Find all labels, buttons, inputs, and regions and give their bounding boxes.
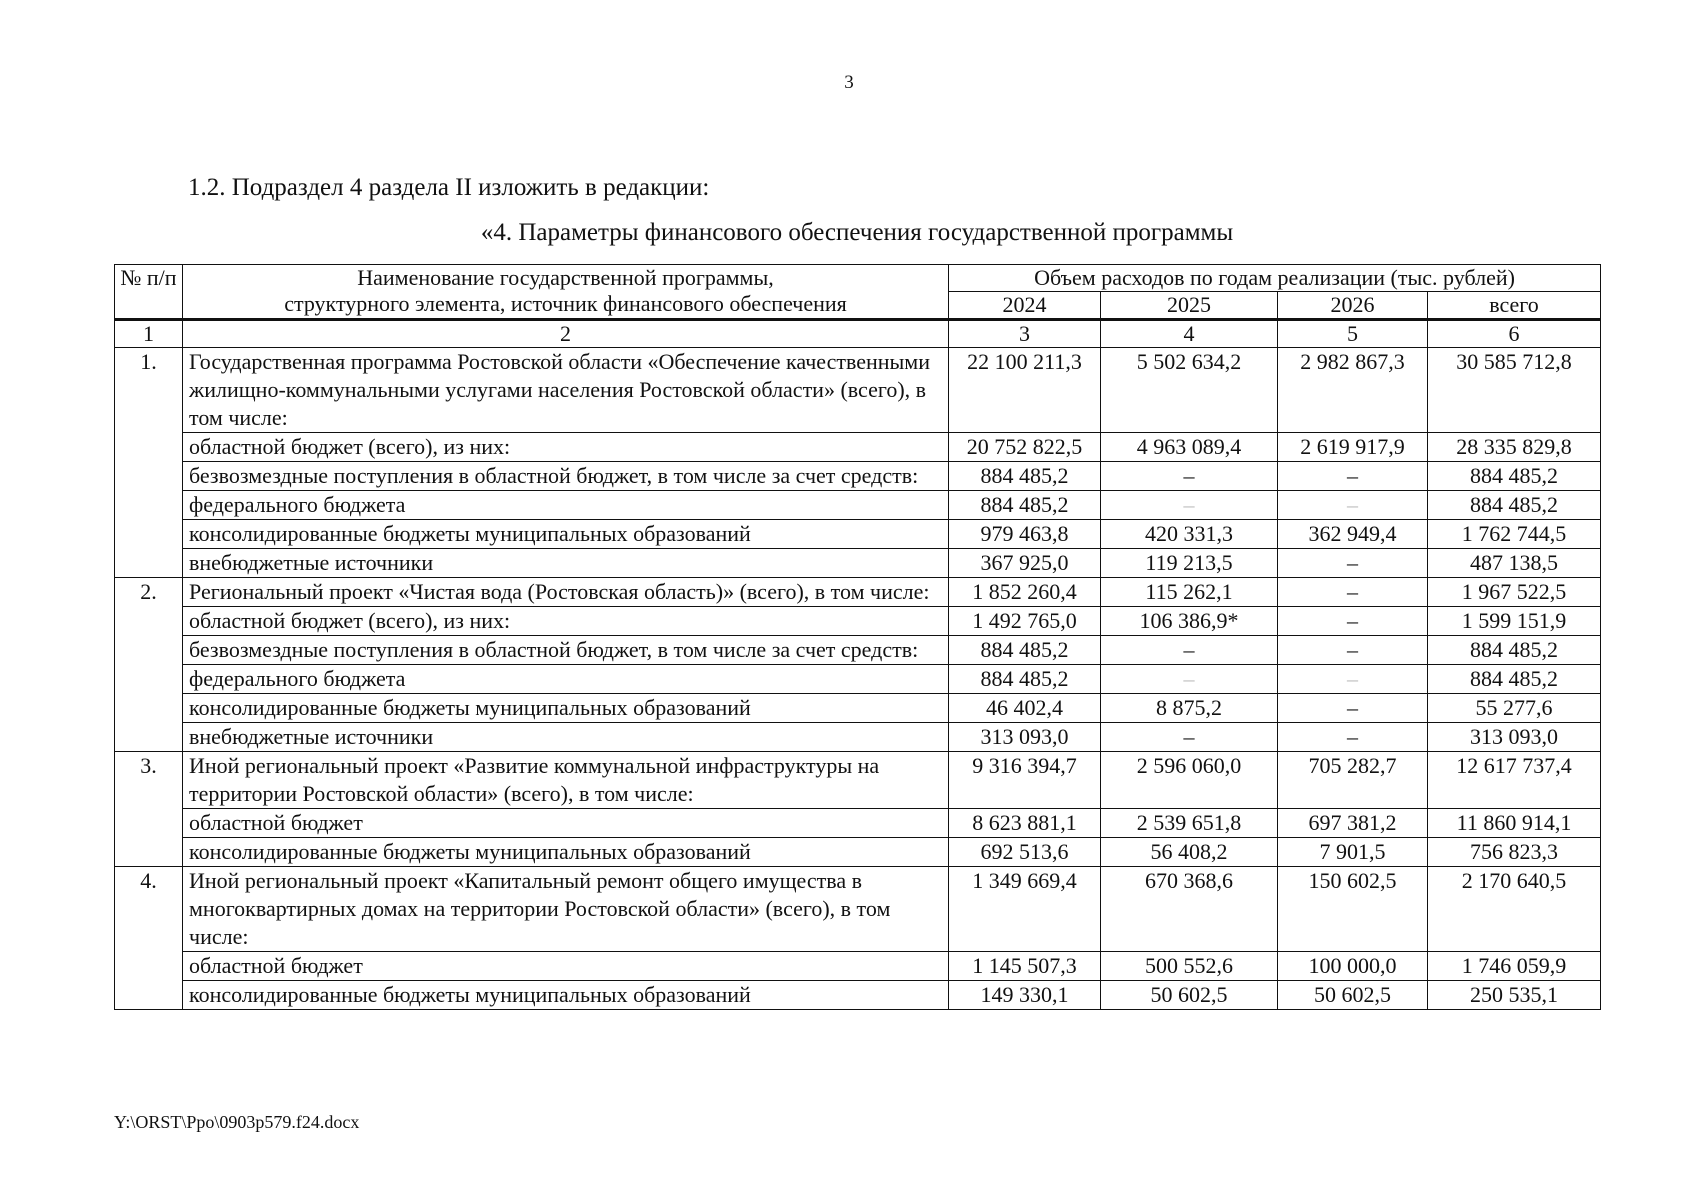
row-number: 4.	[115, 867, 183, 1010]
value-2024: 313 093,0	[949, 723, 1101, 752]
value-2026: –	[1278, 607, 1428, 636]
value-2024: 1 492 765,0	[949, 607, 1101, 636]
row-name: областной бюджет (всего), из них:	[183, 433, 949, 462]
value-2025: 670 368,6	[1101, 867, 1278, 952]
column-index: 5	[1278, 320, 1428, 348]
table-row	[115, 723, 1601, 752]
page-number: 3	[844, 72, 854, 93]
value-2026: 150 602,5	[1278, 867, 1428, 952]
value-2025: 8 875,2	[1101, 694, 1278, 723]
table-row	[115, 867, 1601, 952]
row-name: консолидированные бюджеты муниципальных образований	[183, 838, 949, 867]
value-2024: 22 100 211,3	[949, 348, 1101, 433]
row-name: консолидированные бюджеты муниципальных образований	[183, 520, 949, 549]
value-2026: –	[1278, 549, 1428, 578]
row-name: консолидированные бюджеты муниципальных образований	[183, 981, 949, 1010]
value-2026: 100 000,0	[1278, 952, 1428, 981]
value-total: 884 485,2	[1428, 636, 1601, 665]
value-2024: 884 485,2	[949, 462, 1101, 491]
row-name: федерального бюджета	[183, 491, 949, 520]
value-total: 1 599 151,9	[1428, 607, 1601, 636]
value-2026: –	[1278, 578, 1428, 607]
table-row	[115, 752, 1601, 809]
header-2026: 2026	[1278, 292, 1428, 320]
table-row	[115, 433, 1601, 462]
table-row	[115, 607, 1601, 636]
header-name-line2: структурного элемента, источник финансового обеспечения	[284, 291, 847, 316]
value-2025: –	[1101, 636, 1278, 665]
value-2026: –	[1278, 723, 1428, 752]
value-2026: 705 282,7	[1278, 752, 1428, 809]
value-2024: 8 623 881,1	[949, 809, 1101, 838]
value-total: 313 093,0	[1428, 723, 1601, 752]
value-2025: 115 262,1	[1101, 578, 1278, 607]
table-row	[115, 491, 1601, 520]
table-row	[115, 694, 1601, 723]
table-row	[115, 636, 1601, 665]
value-2026: 2 982 867,3	[1278, 348, 1428, 433]
value-2025: 4 963 089,4	[1101, 433, 1278, 462]
column-index: 2	[183, 320, 949, 348]
value-2025: 106 386,9*	[1101, 607, 1278, 636]
value-2025: –	[1101, 723, 1278, 752]
value-2025: –	[1101, 491, 1278, 520]
value-2025: 500 552,6	[1101, 952, 1278, 981]
value-total: 55 277,6	[1428, 694, 1601, 723]
value-2025: 420 331,3	[1101, 520, 1278, 549]
table-row	[115, 462, 1601, 491]
value-2024: 9 316 394,7	[949, 752, 1101, 809]
value-2026: 50 602,5	[1278, 981, 1428, 1010]
value-2026: –	[1278, 462, 1428, 491]
value-2026: 362 949,4	[1278, 520, 1428, 549]
value-2026: 2 619 917,9	[1278, 433, 1428, 462]
value-2026: –	[1278, 665, 1428, 694]
value-2026: –	[1278, 636, 1428, 665]
value-2024: 884 485,2	[949, 491, 1101, 520]
value-2025: –	[1101, 665, 1278, 694]
table-body	[115, 320, 1601, 1010]
value-2024: 884 485,2	[949, 665, 1101, 694]
column-index: 3	[949, 320, 1101, 348]
table-row	[115, 348, 1601, 433]
value-2024: 46 402,4	[949, 694, 1101, 723]
row-name: Иной региональный проект «Развитие коммунальной инфраструктуры на территории Ростовской области» (всего), в том числе:	[183, 752, 949, 809]
value-2024: 1 145 507,3	[949, 952, 1101, 981]
table-row	[115, 838, 1601, 867]
header-name	[183, 265, 949, 320]
row-name: областной бюджет	[183, 952, 949, 981]
value-2025: 119 213,5	[1101, 549, 1278, 578]
value-2025: 2 596 060,0	[1101, 752, 1278, 809]
value-2025: 2 539 651,8	[1101, 809, 1278, 838]
section-heading: «4. Параметры финансового обеспечения государственной программы	[480, 219, 1234, 246]
value-total: 884 485,2	[1428, 462, 1601, 491]
header-2024: 2024	[949, 292, 1101, 320]
table-row	[115, 578, 1601, 607]
value-total: 1 762 744,5	[1428, 520, 1601, 549]
value-total: 28 335 829,8	[1428, 433, 1601, 462]
header-volume: Объем расходов по годам реализации (тыс. рублей)	[949, 265, 1601, 292]
column-index-row	[115, 320, 1601, 348]
row-name: консолидированные бюджеты муниципальных образований	[183, 694, 949, 723]
table-row	[115, 520, 1601, 549]
value-2024: 884 485,2	[949, 636, 1101, 665]
value-total: 2 170 640,5	[1428, 867, 1601, 952]
value-2024: 979 463,8	[949, 520, 1101, 549]
value-2025: 56 408,2	[1101, 838, 1278, 867]
row-number: 2.	[115, 578, 183, 752]
row-number: 3.	[115, 752, 183, 867]
header-num: № п/п	[115, 265, 183, 320]
value-2024: 20 752 822,5	[949, 433, 1101, 462]
value-total: 30 585 712,8	[1428, 348, 1601, 433]
header-total: всего	[1428, 292, 1601, 320]
table-row	[115, 665, 1601, 694]
row-name: безвозмездные поступления в областной бюджет, в том числе за счет средств:	[183, 636, 949, 665]
value-total: 487 138,5	[1428, 549, 1601, 578]
value-2024: 1 349 669,4	[949, 867, 1101, 952]
row-name: Региональный проект «Чистая вода (Ростовская область)» (всего), в том числе:	[183, 578, 949, 607]
value-2024: 692 513,6	[949, 838, 1101, 867]
value-total: 1 746 059,9	[1428, 952, 1601, 981]
value-2024: 1 852 260,4	[949, 578, 1101, 607]
header-2025: 2025	[1101, 292, 1278, 320]
row-name: безвозмездные поступления в областной бюджет, в том числе за счет средств:	[183, 462, 949, 491]
value-total: 11 860 914,1	[1428, 809, 1601, 838]
value-2024: 367 925,0	[949, 549, 1101, 578]
value-2026: –	[1278, 491, 1428, 520]
column-index: 1	[115, 320, 183, 348]
column-index: 4	[1101, 320, 1278, 348]
table-row	[115, 952, 1601, 981]
row-number: 1.	[115, 348, 183, 578]
table-row	[115, 549, 1601, 578]
intro-paragraph: 1.2. Подраздел 4 раздела II изложить в редакции:	[188, 174, 710, 201]
file-path-footer: Y:\ORST\Ppo\0903p579.f24.docx	[114, 1112, 360, 1132]
value-2024: 149 330,1	[949, 981, 1101, 1010]
table-row	[115, 981, 1601, 1010]
row-name: внебюджетные источники	[183, 723, 949, 752]
value-2025: –	[1101, 462, 1278, 491]
value-2025: 50 602,5	[1101, 981, 1278, 1010]
row-name: Государственная программа Ростовской области «Обеспечение качественными жилищно-коммунальными услугами населения Ростовской области» (всего), в том числе:	[183, 348, 949, 433]
row-name: областной бюджет	[183, 809, 949, 838]
value-total: 884 485,2	[1428, 665, 1601, 694]
value-2026: 7 901,5	[1278, 838, 1428, 867]
table-row	[115, 809, 1601, 838]
column-index: 6	[1428, 320, 1601, 348]
row-name: федерального бюджета	[183, 665, 949, 694]
financing-table	[114, 264, 1601, 1010]
row-name: Иной региональный проект «Капитальный ремонт общего имущества в многоквартирных домах на территории Ростовской области» (всего), в том числе:	[183, 867, 949, 952]
value-total: 12 617 737,4	[1428, 752, 1601, 809]
header-name-line1: Наименование государственной программы,	[357, 265, 774, 290]
value-total: 884 485,2	[1428, 491, 1601, 520]
value-total: 1 967 522,5	[1428, 578, 1601, 607]
value-2026: 697 381,2	[1278, 809, 1428, 838]
value-total: 756 823,3	[1428, 838, 1601, 867]
row-name: внебюджетные источники	[183, 549, 949, 578]
row-name: областной бюджет (всего), из них:	[183, 607, 949, 636]
value-total: 250 535,1	[1428, 981, 1601, 1010]
value-2025: 5 502 634,2	[1101, 348, 1278, 433]
value-2026: –	[1278, 694, 1428, 723]
